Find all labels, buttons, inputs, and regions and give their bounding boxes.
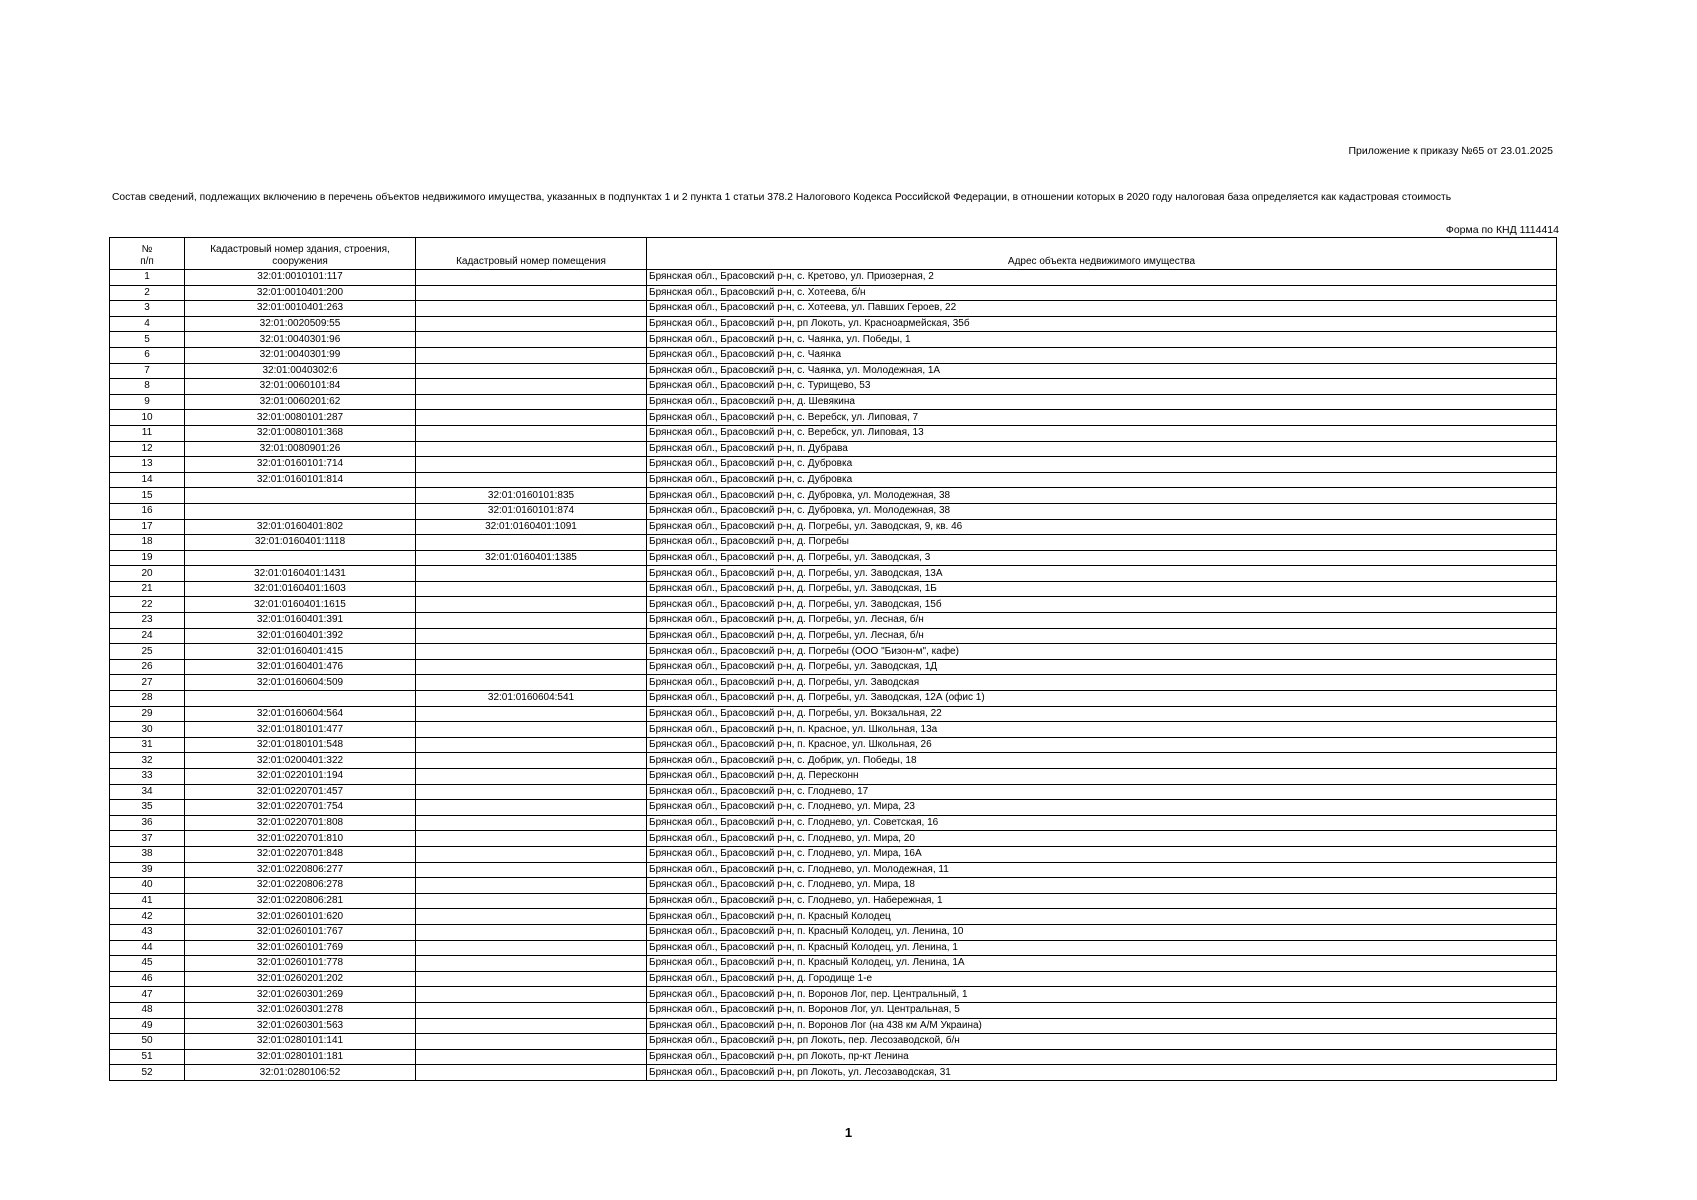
cell-number: 34 <box>110 784 185 800</box>
cell-premises-cadastral <box>416 722 647 738</box>
table-row <box>110 971 1557 987</box>
cell-address: Брянская обл., Брасовский р-н, с. Глоднево, ул. Мира, 16А <box>647 846 1557 862</box>
cell-building-cadastral: 32:01:0080101:287 <box>185 410 416 426</box>
cell-premises-cadastral <box>416 862 647 878</box>
table-row <box>110 457 1557 473</box>
cell-building-cadastral: 32:01:0160101:814 <box>185 472 416 488</box>
cell-building-cadastral: 32:01:0260101:769 <box>185 940 416 956</box>
cell-premises-cadastral <box>416 846 647 862</box>
cell-building-cadastral: 32:01:0160401:476 <box>185 659 416 675</box>
cell-premises-cadastral: 32:01:0160101:835 <box>416 488 647 504</box>
column-header-premises-cadastral: Кадастровый номер помещения <box>416 238 647 270</box>
cell-address: Брянская обл., Брасовский р-н, рп Локоть, ул. Красноармейская, 35б <box>647 316 1557 332</box>
cell-address: Брянская обл., Брасовский р-н, п. Красное, ул. Школьная, 13а <box>647 722 1557 738</box>
cell-address: Брянская обл., Брасовский р-н, д. Погребы, ул. Заводская, 12А (офис 1) <box>647 691 1557 707</box>
cell-building-cadastral: 32:01:0280101:181 <box>185 1049 416 1065</box>
cell-premises-cadastral <box>416 784 647 800</box>
cell-number: 25 <box>110 644 185 660</box>
cell-address: Брянская обл., Брасовский р-н, д. Городище 1-е <box>647 971 1557 987</box>
cell-number: 24 <box>110 628 185 644</box>
cell-number: 28 <box>110 691 185 707</box>
cell-building-cadastral: 32:01:0200401:322 <box>185 753 416 769</box>
cell-building-cadastral: 32:01:0160401:1118 <box>185 535 416 551</box>
cell-number: 17 <box>110 519 185 535</box>
cell-address: Брянская обл., Брасовский р-н, д. Погребы, ул. Лесная, б/н <box>647 628 1557 644</box>
table-row <box>110 1049 1557 1065</box>
column-header-building-cadastral: Кадастровый номер здания, строения, сооружения <box>185 238 416 270</box>
cell-building-cadastral: 32:01:0010401:263 <box>185 301 416 317</box>
table-row <box>110 800 1557 816</box>
cell-number: 23 <box>110 613 185 629</box>
table-row <box>110 270 1557 286</box>
cell-building-cadastral: 32:01:0280106:52 <box>185 1065 416 1081</box>
cell-number: 31 <box>110 737 185 753</box>
cell-premises-cadastral <box>416 379 647 395</box>
cell-premises-cadastral <box>416 831 647 847</box>
cell-building-cadastral: 32:01:0260101:620 <box>185 909 416 925</box>
cell-building-cadastral: 32:01:0060201:62 <box>185 394 416 410</box>
cell-building-cadastral: 32:01:0180101:477 <box>185 722 416 738</box>
table-row <box>110 613 1557 629</box>
cell-building-cadastral: 32:01:0080101:368 <box>185 425 416 441</box>
cell-address: Брянская обл., Брасовский р-н, с. Глоднево, 17 <box>647 784 1557 800</box>
table-row <box>110 737 1557 753</box>
cell-premises-cadastral <box>416 909 647 925</box>
cell-address: Брянская обл., Брасовский р-н, с. Дубровка <box>647 472 1557 488</box>
cell-address: Брянская обл., Брасовский р-н, с. Дубровка <box>647 457 1557 473</box>
table-row <box>110 706 1557 722</box>
cell-number: 8 <box>110 379 185 395</box>
cell-premises-cadastral <box>416 940 647 956</box>
cell-premises-cadastral <box>416 472 647 488</box>
table-row <box>110 535 1557 551</box>
cell-premises-cadastral <box>416 363 647 379</box>
cell-address: Брянская обл., Брасовский р-н, с. Веребск, ул. Липовая, 7 <box>647 410 1557 426</box>
table-row <box>110 347 1557 363</box>
cell-number: 6 <box>110 347 185 363</box>
cell-premises-cadastral <box>416 659 647 675</box>
table-row <box>110 519 1557 535</box>
cell-number: 40 <box>110 878 185 894</box>
cell-address: Брянская обл., Брасовский р-н, д. Погребы, ул. Лесная, б/н <box>647 613 1557 629</box>
cell-address: Брянская обл., Брасовский р-н, д. Погребы, ул. Вокзальная, 22 <box>647 706 1557 722</box>
cell-address: Брянская обл., Брасовский р-н, д. Погребы, ул. Заводская, 9, кв. 46 <box>647 519 1557 535</box>
cell-premises-cadastral <box>416 535 647 551</box>
cell-address: Брянская обл., Брасовский р-н, рп Локоть, пер. Лесозаводской, б/н <box>647 1034 1557 1050</box>
table-row <box>110 332 1557 348</box>
cell-address: Брянская обл., Брасовский р-н, с. Глоднево, ул. Молодежная, 11 <box>647 862 1557 878</box>
table-row <box>110 363 1557 379</box>
cell-premises-cadastral <box>416 285 647 301</box>
table-row <box>110 924 1557 940</box>
column-header-address: Адрес объекта недвижимого имущества <box>647 238 1557 270</box>
table-row <box>110 659 1557 675</box>
cell-number: 30 <box>110 722 185 738</box>
appendix-note: Приложение к приказу №65 от 23.01.2025 <box>1348 145 1553 157</box>
table-row <box>110 940 1557 956</box>
cell-address: Брянская обл., Брасовский р-н, с. Веребск, ул. Липовая, 13 <box>647 425 1557 441</box>
page-number: 1 <box>844 1125 853 1140</box>
table-row <box>110 675 1557 691</box>
cell-premises-cadastral: 32:01:0160401:1385 <box>416 550 647 566</box>
cell-premises-cadastral <box>416 613 647 629</box>
cell-building-cadastral: 32:01:0160604:509 <box>185 675 416 691</box>
cell-premises-cadastral <box>416 301 647 317</box>
cell-building-cadastral: 32:01:0220701:848 <box>185 846 416 862</box>
table-row <box>110 909 1557 925</box>
cell-premises-cadastral <box>416 566 647 582</box>
cell-premises-cadastral <box>416 628 647 644</box>
cell-premises-cadastral <box>416 332 647 348</box>
cell-premises-cadastral: 32:01:0160401:1091 <box>416 519 647 535</box>
table-row <box>110 488 1557 504</box>
table-row <box>110 425 1557 441</box>
cell-premises-cadastral <box>416 737 647 753</box>
table-row <box>110 301 1557 317</box>
table-row <box>110 722 1557 738</box>
cell-premises-cadastral <box>416 457 647 473</box>
cell-address: Брянская обл., Брасовский р-н, д. Погребы (ООО "Бизон-м", кафе) <box>647 644 1557 660</box>
cell-premises-cadastral <box>416 769 647 785</box>
cell-address: Брянская обл., Брасовский р-н, п. Красное, ул. Школьная, 26 <box>647 737 1557 753</box>
cell-building-cadastral: 32:01:0160401:1431 <box>185 566 416 582</box>
cell-address: Брянская обл., Брасовский р-н, п. Воронов Лог (на 438 км А/М Украина) <box>647 1018 1557 1034</box>
cell-building-cadastral: 32:01:0040301:96 <box>185 332 416 348</box>
cell-number: 49 <box>110 1018 185 1034</box>
cell-premises-cadastral <box>416 441 647 457</box>
cell-number: 15 <box>110 488 185 504</box>
cell-building-cadastral: 32:01:0180101:548 <box>185 737 416 753</box>
cell-number: 27 <box>110 675 185 691</box>
cell-premises-cadastral <box>416 971 647 987</box>
cell-address: Брянская обл., Брасовский р-н, д. Погребы <box>647 535 1557 551</box>
cell-building-cadastral: 32:01:0220806:278 <box>185 878 416 894</box>
cell-number: 29 <box>110 706 185 722</box>
cell-premises-cadastral <box>416 394 647 410</box>
document-title: Состав сведений, подлежащих включению в перечень объектов недвижимого имущества, указанных в подпунктах 1 и 2 пункта 1 статьи 378.2 Налогового Кодекса Российской Федерации, в отношении которых в 2020 году налоговая база определяется как кадастровая стоимость <box>112 192 1452 203</box>
cell-premises-cadastral <box>416 316 647 332</box>
cell-building-cadastral: 32:01:0220701:457 <box>185 784 416 800</box>
cell-building-cadastral: 32:01:0220806:277 <box>185 862 416 878</box>
cell-number: 22 <box>110 597 185 613</box>
cell-address: Брянская обл., Брасовский р-н, с. Турищево, 53 <box>647 379 1557 395</box>
cell-number: 18 <box>110 535 185 551</box>
cell-address: Брянская обл., Брасовский р-н, с. Глоднево, ул. Советская, 16 <box>647 815 1557 831</box>
table-row <box>110 379 1557 395</box>
cell-address: Брянская обл., Брасовский р-н, п. Красный Колодец, ул. Ленина, 1А <box>647 956 1557 972</box>
cell-address: Брянская обл., Брасовский р-н, д. Пересконн <box>647 769 1557 785</box>
cell-number: 36 <box>110 815 185 831</box>
table-row <box>110 316 1557 332</box>
table-row <box>110 784 1557 800</box>
cell-number: 48 <box>110 1002 185 1018</box>
cell-building-cadastral: 32:01:0160401:391 <box>185 613 416 629</box>
cell-building-cadastral: 32:01:0020509:55 <box>185 316 416 332</box>
cell-address: Брянская обл., Брасовский р-н, с. Дубровка, ул. Молодежная, 38 <box>647 503 1557 519</box>
cell-premises-cadastral <box>416 675 647 691</box>
cell-building-cadastral: 32:01:0160604:564 <box>185 706 416 722</box>
form-code: Форма по КНД 1114414 <box>1445 224 1559 236</box>
table-row <box>110 550 1557 566</box>
cell-address: Брянская обл., Брасовский р-н, с. Чаянка, ул. Молодежная, 1А <box>647 363 1557 379</box>
cell-number: 2 <box>110 285 185 301</box>
cell-premises-cadastral <box>416 644 647 660</box>
table-row <box>110 862 1557 878</box>
table-row <box>110 1018 1557 1034</box>
table-row <box>110 815 1557 831</box>
cell-address: Брянская обл., Брасовский р-н, рп Локоть, ул. Лесозаводская, 31 <box>647 1065 1557 1081</box>
cell-building-cadastral: 32:01:0080901:26 <box>185 441 416 457</box>
cell-address: Брянская обл., Брасовский р-н, с. Кретово, ул. Приозерная, 2 <box>647 270 1557 286</box>
table-row <box>110 394 1557 410</box>
cell-premises-cadastral <box>416 893 647 909</box>
cell-premises-cadastral <box>416 800 647 816</box>
cell-number: 14 <box>110 472 185 488</box>
cell-address: Брянская обл., Брасовский р-н, д. Шевякина <box>647 394 1557 410</box>
cell-address: Брянская обл., Брасовский р-н, с. Хотеева, ул. Павших Героев, 22 <box>647 301 1557 317</box>
cell-address: Брянская обл., Брасовский р-н, п. Красный Колодец, ул. Ленина, 1 <box>647 940 1557 956</box>
cell-number: 42 <box>110 909 185 925</box>
cell-address: Брянская обл., Брасовский р-н, рп Локоть, пр-кт Ленина <box>647 1049 1557 1065</box>
cell-address: Брянская обл., Брасовский р-н, с. Глоднево, ул. Мира, 20 <box>647 831 1557 847</box>
cell-number: 50 <box>110 1034 185 1050</box>
cell-number: 3 <box>110 301 185 317</box>
cell-number: 21 <box>110 581 185 597</box>
cell-building-cadastral: 32:01:0060101:84 <box>185 379 416 395</box>
cell-address: Брянская обл., Брасовский р-н, п. Красный Колодец <box>647 909 1557 925</box>
cell-building-cadastral: 32:01:0160401:802 <box>185 519 416 535</box>
cell-premises-cadastral <box>416 597 647 613</box>
cell-number: 52 <box>110 1065 185 1081</box>
table-row <box>110 831 1557 847</box>
table-row <box>110 597 1557 613</box>
table-row <box>110 691 1557 707</box>
cell-address: Брянская обл., Брасовский р-н, с. Хотеева, б/н <box>647 285 1557 301</box>
cell-premises-cadastral <box>416 1034 647 1050</box>
table-row <box>110 285 1557 301</box>
cell-building-cadastral: 32:01:0010101:117 <box>185 270 416 286</box>
cell-premises-cadastral <box>416 924 647 940</box>
cell-number: 32 <box>110 753 185 769</box>
table-row <box>110 1034 1557 1050</box>
cell-number: 16 <box>110 503 185 519</box>
column-header-number: № п/п <box>110 238 185 270</box>
cell-building-cadastral <box>185 691 416 707</box>
table-body <box>110 270 1557 1081</box>
cell-building-cadastral: 32:01:0220806:281 <box>185 893 416 909</box>
cell-number: 46 <box>110 971 185 987</box>
cell-premises-cadastral <box>416 410 647 426</box>
table-row <box>110 1065 1557 1081</box>
cell-address: Брянская обл., Брасовский р-н, д. Погребы, ул. Заводская, 3 <box>647 550 1557 566</box>
cell-address: Брянская обл., Брасовский р-н, с. Чаянка, ул. Победы, 1 <box>647 332 1557 348</box>
cell-number: 20 <box>110 566 185 582</box>
cell-number: 7 <box>110 363 185 379</box>
cell-building-cadastral: 32:01:0260301:269 <box>185 987 416 1003</box>
cell-number: 41 <box>110 893 185 909</box>
cell-address: Брянская обл., Брасовский р-н, д. Погребы, ул. Заводская, 15б <box>647 597 1557 613</box>
table-row <box>110 472 1557 488</box>
cell-number: 47 <box>110 987 185 1003</box>
table-row <box>110 769 1557 785</box>
cell-address: Брянская обл., Брасовский р-н, с. Чаянка <box>647 347 1557 363</box>
cell-address: Брянская обл., Брасовский р-н, с. Глоднево, ул. Мира, 23 <box>647 800 1557 816</box>
cell-number: 39 <box>110 862 185 878</box>
cell-building-cadastral: 32:01:0260101:767 <box>185 924 416 940</box>
cell-number: 26 <box>110 659 185 675</box>
cell-premises-cadastral <box>416 270 647 286</box>
table-row <box>110 410 1557 426</box>
cell-building-cadastral: 32:01:0220701:754 <box>185 800 416 816</box>
cell-premises-cadastral <box>416 581 647 597</box>
cell-number: 11 <box>110 425 185 441</box>
table-row <box>110 566 1557 582</box>
cell-number: 10 <box>110 410 185 426</box>
cell-premises-cadastral <box>416 815 647 831</box>
cell-building-cadastral: 32:01:0010401:200 <box>185 285 416 301</box>
cell-building-cadastral: 32:01:0040301:99 <box>185 347 416 363</box>
cell-premises-cadastral <box>416 956 647 972</box>
cell-premises-cadastral <box>416 706 647 722</box>
table-row <box>110 644 1557 660</box>
cell-number: 13 <box>110 457 185 473</box>
cell-address: Брянская обл., Брасовский р-н, д. Погребы, ул. Заводская <box>647 675 1557 691</box>
cell-premises-cadastral <box>416 753 647 769</box>
cell-address: Брянская обл., Брасовский р-н, д. Погребы, ул. Заводская, 1Б <box>647 581 1557 597</box>
cell-number: 1 <box>110 270 185 286</box>
cell-building-cadastral: 32:01:0260301:563 <box>185 1018 416 1034</box>
cell-building-cadastral <box>185 503 416 519</box>
cell-building-cadastral: 32:01:0220701:810 <box>185 831 416 847</box>
cell-number: 9 <box>110 394 185 410</box>
cell-building-cadastral: 32:01:0220701:808 <box>185 815 416 831</box>
cell-building-cadastral: 32:01:0260101:778 <box>185 956 416 972</box>
cell-address: Брянская обл., Брасовский р-н, п. Красный Колодец, ул. Ленина, 10 <box>647 924 1557 940</box>
table-row <box>110 441 1557 457</box>
cell-premises-cadastral <box>416 425 647 441</box>
table-row <box>110 893 1557 909</box>
cell-address: Брянская обл., Брасовский р-н, с. Дубровка, ул. Молодежная, 38 <box>647 488 1557 504</box>
table-row <box>110 753 1557 769</box>
cell-building-cadastral: 32:01:0260301:278 <box>185 1002 416 1018</box>
cell-building-cadastral: 32:01:0280101:141 <box>185 1034 416 1050</box>
cell-building-cadastral: 32:01:0160101:714 <box>185 457 416 473</box>
table-row <box>110 956 1557 972</box>
cell-building-cadastral: 32:01:0160401:1603 <box>185 581 416 597</box>
cell-building-cadastral: 32:01:0160401:415 <box>185 644 416 660</box>
cell-building-cadastral: 32:01:0260201:202 <box>185 971 416 987</box>
cell-address: Брянская обл., Брасовский р-н, с. Глоднево, ул. Набережная, 1 <box>647 893 1557 909</box>
table-row <box>110 581 1557 597</box>
table-row <box>110 878 1557 894</box>
cell-premises-cadastral <box>416 1065 647 1081</box>
cell-address: Брянская обл., Брасовский р-н, п. Воронов Лог, ул. Центральная, 5 <box>647 1002 1557 1018</box>
table-header-row <box>110 238 1557 270</box>
cell-premises-cadastral: 32:01:0160101:874 <box>416 503 647 519</box>
cell-number: 12 <box>110 441 185 457</box>
cell-number: 37 <box>110 831 185 847</box>
cell-building-cadastral <box>185 550 416 566</box>
table-row <box>110 846 1557 862</box>
cell-number: 38 <box>110 846 185 862</box>
cell-address: Брянская обл., Брасовский р-н, с. Глоднево, ул. Мира, 18 <box>647 878 1557 894</box>
cell-address: Брянская обл., Брасовский р-н, с. Добрик, ул. Победы, 18 <box>647 753 1557 769</box>
cell-building-cadastral: 32:01:0220101:194 <box>185 769 416 785</box>
cell-address: Брянская обл., Брасовский р-н, п. Дубрава <box>647 441 1557 457</box>
table-row <box>110 987 1557 1003</box>
cell-building-cadastral: 32:01:0160401:392 <box>185 628 416 644</box>
cell-number: 35 <box>110 800 185 816</box>
cell-number: 51 <box>110 1049 185 1065</box>
cell-premises-cadastral <box>416 987 647 1003</box>
cell-number: 33 <box>110 769 185 785</box>
cell-premises-cadastral <box>416 1002 647 1018</box>
cell-premises-cadastral <box>416 878 647 894</box>
cell-building-cadastral: 32:01:0160401:1615 <box>185 597 416 613</box>
table-row <box>110 1002 1557 1018</box>
cell-number: 4 <box>110 316 185 332</box>
cell-address: Брянская обл., Брасовский р-н, д. Погребы, ул. Заводская, 13А <box>647 566 1557 582</box>
cell-premises-cadastral: 32:01:0160604:541 <box>416 691 647 707</box>
cell-building-cadastral <box>185 488 416 504</box>
cell-number: 45 <box>110 956 185 972</box>
table-row <box>110 628 1557 644</box>
cell-building-cadastral: 32:01:0040302:6 <box>185 363 416 379</box>
table-row <box>110 503 1557 519</box>
cell-premises-cadastral <box>416 1049 647 1065</box>
cell-premises-cadastral <box>416 347 647 363</box>
cell-premises-cadastral <box>416 1018 647 1034</box>
cell-number: 5 <box>110 332 185 348</box>
cell-address: Брянская обл., Брасовский р-н, п. Воронов Лог, пер. Центральный, 1 <box>647 987 1557 1003</box>
cell-address: Брянская обл., Брасовский р-н, д. Погребы, ул. Заводская, 1Д <box>647 659 1557 675</box>
cell-number: 19 <box>110 550 185 566</box>
cell-number: 43 <box>110 924 185 940</box>
property-registry-table <box>109 237 1557 1081</box>
cell-number: 44 <box>110 940 185 956</box>
